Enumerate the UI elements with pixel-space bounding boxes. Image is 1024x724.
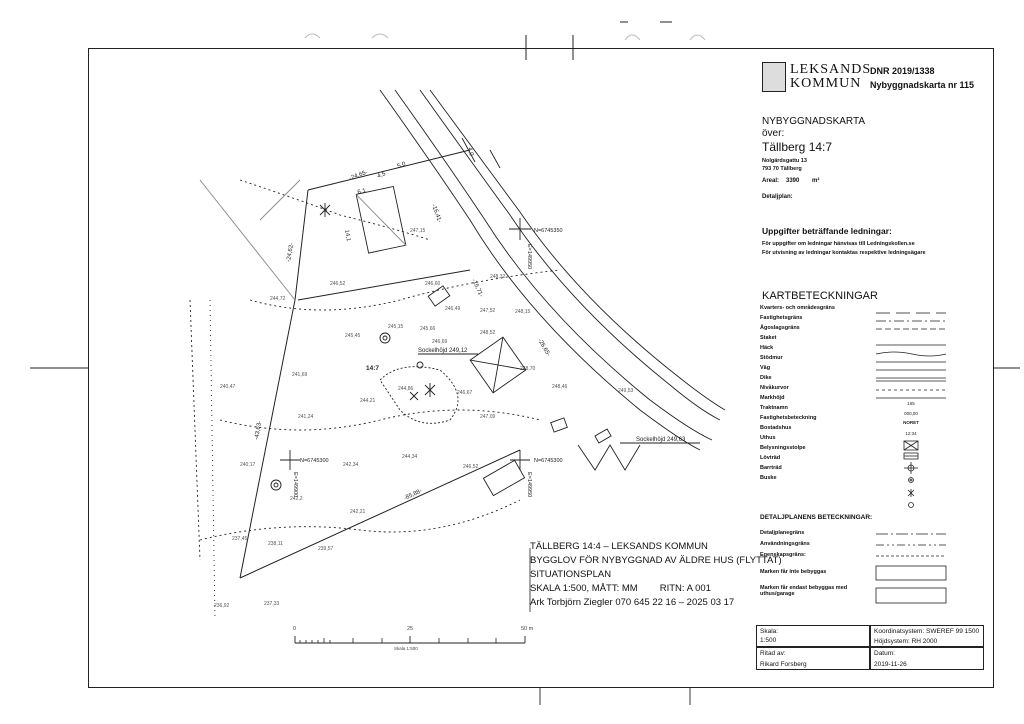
legend-item: Traktnamn bbox=[760, 405, 788, 411]
legend-item: Väg bbox=[760, 365, 771, 371]
spot-height: 245,15 bbox=[388, 324, 404, 330]
grid-east-3: E=149950 bbox=[526, 472, 532, 498]
sockel-height-2: Sockelhöjd 249,63 bbox=[636, 437, 686, 443]
spot-height: 248,70 bbox=[520, 366, 536, 372]
spot-height: 246,69 bbox=[432, 339, 448, 345]
dnr-number: DNR 2019/1338 bbox=[870, 66, 935, 76]
legend-item: Buske bbox=[760, 475, 777, 481]
project-stamp bbox=[530, 540, 782, 610]
legend-item: Dike bbox=[760, 375, 772, 381]
legend-item: Kvarters- och områdesgräns bbox=[760, 305, 835, 311]
spot-height: 242,2 bbox=[290, 496, 303, 502]
utilities-line2: För utvisning av ledningar kontaktas respektive ledningsägare bbox=[762, 250, 926, 256]
spot-height: 248,52 bbox=[480, 330, 496, 336]
grid-east-1: E=149950 bbox=[526, 244, 532, 270]
spot-height: 244,21 bbox=[360, 398, 376, 404]
detail-legend-item: Egenskapsgräns: bbox=[760, 552, 806, 558]
title-block-systems bbox=[870, 625, 984, 647]
spot-height: 246,67 bbox=[457, 390, 473, 396]
spot-height: 240,17 bbox=[240, 462, 256, 468]
map-number: Nybyggnadskarta nr 115 bbox=[870, 80, 975, 90]
dimension-label: 4,0 bbox=[466, 146, 475, 157]
title-block-date bbox=[870, 647, 984, 670]
spot-height: 246,52 bbox=[463, 464, 479, 470]
spot-height: 248,46 bbox=[552, 384, 568, 390]
dimension-label: -26,65- bbox=[536, 338, 551, 358]
spot-height: 248,32 bbox=[490, 274, 506, 280]
grid-north-2: N=6745300 bbox=[300, 458, 329, 464]
legend-item: Fastighetsbeteckning bbox=[760, 415, 817, 421]
spot-height: 240,47 bbox=[220, 384, 236, 390]
scale-value: 1:500 bbox=[760, 637, 777, 644]
map-type-title: NYBYGGNADSKARTA bbox=[762, 116, 865, 127]
legend-item: Häck bbox=[760, 345, 774, 351]
spot-height: 236,92 bbox=[214, 603, 230, 609]
legend-item: Uthus bbox=[760, 435, 776, 441]
property-name: Tällberg 14:7 bbox=[762, 140, 833, 154]
dimension-label: 4,5 bbox=[376, 171, 387, 180]
project-drawing-no: RITN: A 001 bbox=[659, 583, 711, 594]
map-over-label: över: bbox=[762, 128, 785, 139]
detail-plan-label: Detaljplan: bbox=[762, 194, 793, 200]
title-block-drawn bbox=[756, 647, 870, 670]
scalebar-label-25: 25 bbox=[407, 626, 414, 632]
sockel-height-1: Sockelhöjd 249,12 bbox=[418, 348, 468, 354]
drawn-by-value: Rikard Forsberg bbox=[760, 661, 807, 668]
spot-height: 244,86 bbox=[398, 386, 414, 392]
parcel-label: 14:7 bbox=[366, 365, 380, 372]
spot-height: 245,45 bbox=[345, 333, 361, 339]
dimension-label: -43,63- bbox=[254, 420, 264, 441]
spot-height: 244,34 bbox=[402, 454, 418, 460]
spot-height: 247,15 bbox=[410, 228, 426, 234]
scalebar-label-50: 50 m bbox=[521, 626, 534, 632]
spot-height: 249,53 bbox=[618, 388, 634, 394]
spot-height: 242,21 bbox=[350, 509, 366, 515]
marker-legend-item: Marken får endast bebyggas med uthus/garage bbox=[760, 585, 848, 597]
dimension-label: -15,71- bbox=[470, 278, 484, 299]
spot-height: 246,60 bbox=[425, 281, 441, 287]
coordinate-system: Koordinatsystem: SWEREF 99 1500 bbox=[874, 628, 980, 635]
dimension-label: 14,1 bbox=[343, 229, 351, 242]
spot-height: 246,49 bbox=[445, 306, 461, 312]
project-line1: TÄLLBERG 14:4 – LEKSANDS KOMMUN bbox=[530, 541, 708, 552]
grid-north-3: N=6745300 bbox=[534, 458, 563, 464]
spot-height: 242,34 bbox=[343, 462, 359, 468]
dimension-label: -16,41- bbox=[430, 203, 443, 224]
dimension-label: 6,1 bbox=[356, 187, 367, 196]
spot-height: 245,66 bbox=[420, 326, 436, 332]
date-label: Datum: bbox=[874, 650, 895, 657]
dimension-label: -85,88- bbox=[403, 488, 424, 502]
detail-legend-item: Användningsgräns bbox=[760, 541, 810, 547]
spot-height: 238,11 bbox=[268, 541, 283, 547]
height-system: Höjdsystem: RH 2000 bbox=[874, 638, 938, 645]
grid-north-1: N=6745350 bbox=[534, 228, 563, 234]
grid-east-2: E=149900 bbox=[292, 472, 298, 498]
spot-height: 241,24 bbox=[298, 414, 314, 420]
legend-item: Belysningsstolpe bbox=[760, 445, 806, 451]
legend-item: Ägoslagsgräns bbox=[760, 325, 800, 331]
utilities-heading: Uppgifter beträffande ledningar: bbox=[762, 226, 892, 236]
project-scale: SKALA 1:500, MÅTT: MM bbox=[530, 583, 638, 594]
legend-item: Staket bbox=[760, 335, 777, 341]
utilities-line1: För uppgifter om ledningar hänvisas till Ledningskollen.se bbox=[762, 241, 915, 247]
dimension-label: -24,62- bbox=[286, 242, 296, 263]
title-block-scale bbox=[756, 625, 870, 647]
spot-height: 246,52 bbox=[330, 281, 346, 287]
spot-height: 247,52 bbox=[480, 308, 496, 314]
address-line1: Nolgärdsgattu 13 bbox=[762, 158, 807, 164]
area-unit: m² bbox=[812, 178, 820, 184]
legend-heading: KARTBETECKNINGAR bbox=[762, 290, 878, 302]
spot-height: 247,09 bbox=[480, 414, 496, 420]
scalebar-label-0: 0 bbox=[293, 626, 297, 632]
legend-item: Lövträd bbox=[760, 455, 781, 461]
spot-height: 239,57 bbox=[318, 546, 334, 552]
municipality-name-line2: KOMMUN bbox=[790, 76, 862, 91]
legend-sample-markhojd: 000,00 bbox=[904, 411, 918, 416]
drawn-by-label: Ritad av: bbox=[760, 650, 786, 657]
detail-legend-item: Detaljplanegräns bbox=[760, 530, 805, 536]
legend-item: Markhöjd bbox=[760, 395, 785, 401]
date-value: 2019-11-26 bbox=[874, 661, 907, 668]
address-line2: 793 70 Tällberg bbox=[762, 166, 802, 172]
spot-height: 241,69 bbox=[292, 372, 308, 378]
legend-sample-fastighet: 12:34 bbox=[905, 431, 917, 436]
legend-item: Nivåkurvor bbox=[760, 385, 789, 391]
project-line3: SITUATIONSPLAN bbox=[530, 569, 612, 580]
detail-legend-heading: DETALJPLANENS BETECKNINGAR: bbox=[760, 514, 873, 521]
legend-item: Bostadshus bbox=[760, 425, 792, 431]
legend-item: Fastighetsgräns bbox=[760, 315, 803, 321]
spot-height: 248,15 bbox=[515, 309, 531, 315]
project-line5: Ark Torbjörn Ziegler 070 645 22 16 – 2025 03 17 bbox=[530, 597, 735, 608]
legend-sample-nivakurva: 165 bbox=[907, 401, 915, 406]
spot-height: 237,45 bbox=[232, 536, 248, 542]
scale-label: Skala: bbox=[760, 628, 779, 635]
marker-legend-item: Marken får inte bebyggas bbox=[760, 569, 827, 575]
spot-height: 237,33 bbox=[264, 601, 280, 607]
area-label: Areal: bbox=[762, 178, 780, 184]
project-line4 bbox=[530, 582, 742, 596]
area-value: 3390 bbox=[786, 178, 800, 184]
project-line2: BYGGLOV FÖR NYBYGGNAD AV ÄLDRE HUS (FLYTTAT) bbox=[530, 555, 782, 566]
dimension-label: 5,0 bbox=[396, 161, 407, 170]
legend-item: Stödmur bbox=[760, 355, 783, 361]
municipality-name-line1: LEKSANDS bbox=[790, 62, 872, 77]
scalebar-caption: Skala 1:500 bbox=[394, 646, 418, 651]
legend-sample-traktnamn: NORET bbox=[903, 420, 919, 425]
spot-height: 244,72 bbox=[270, 296, 286, 302]
legend-item: Barrträd bbox=[760, 465, 782, 471]
dimension-label: -24,65- bbox=[348, 169, 369, 182]
